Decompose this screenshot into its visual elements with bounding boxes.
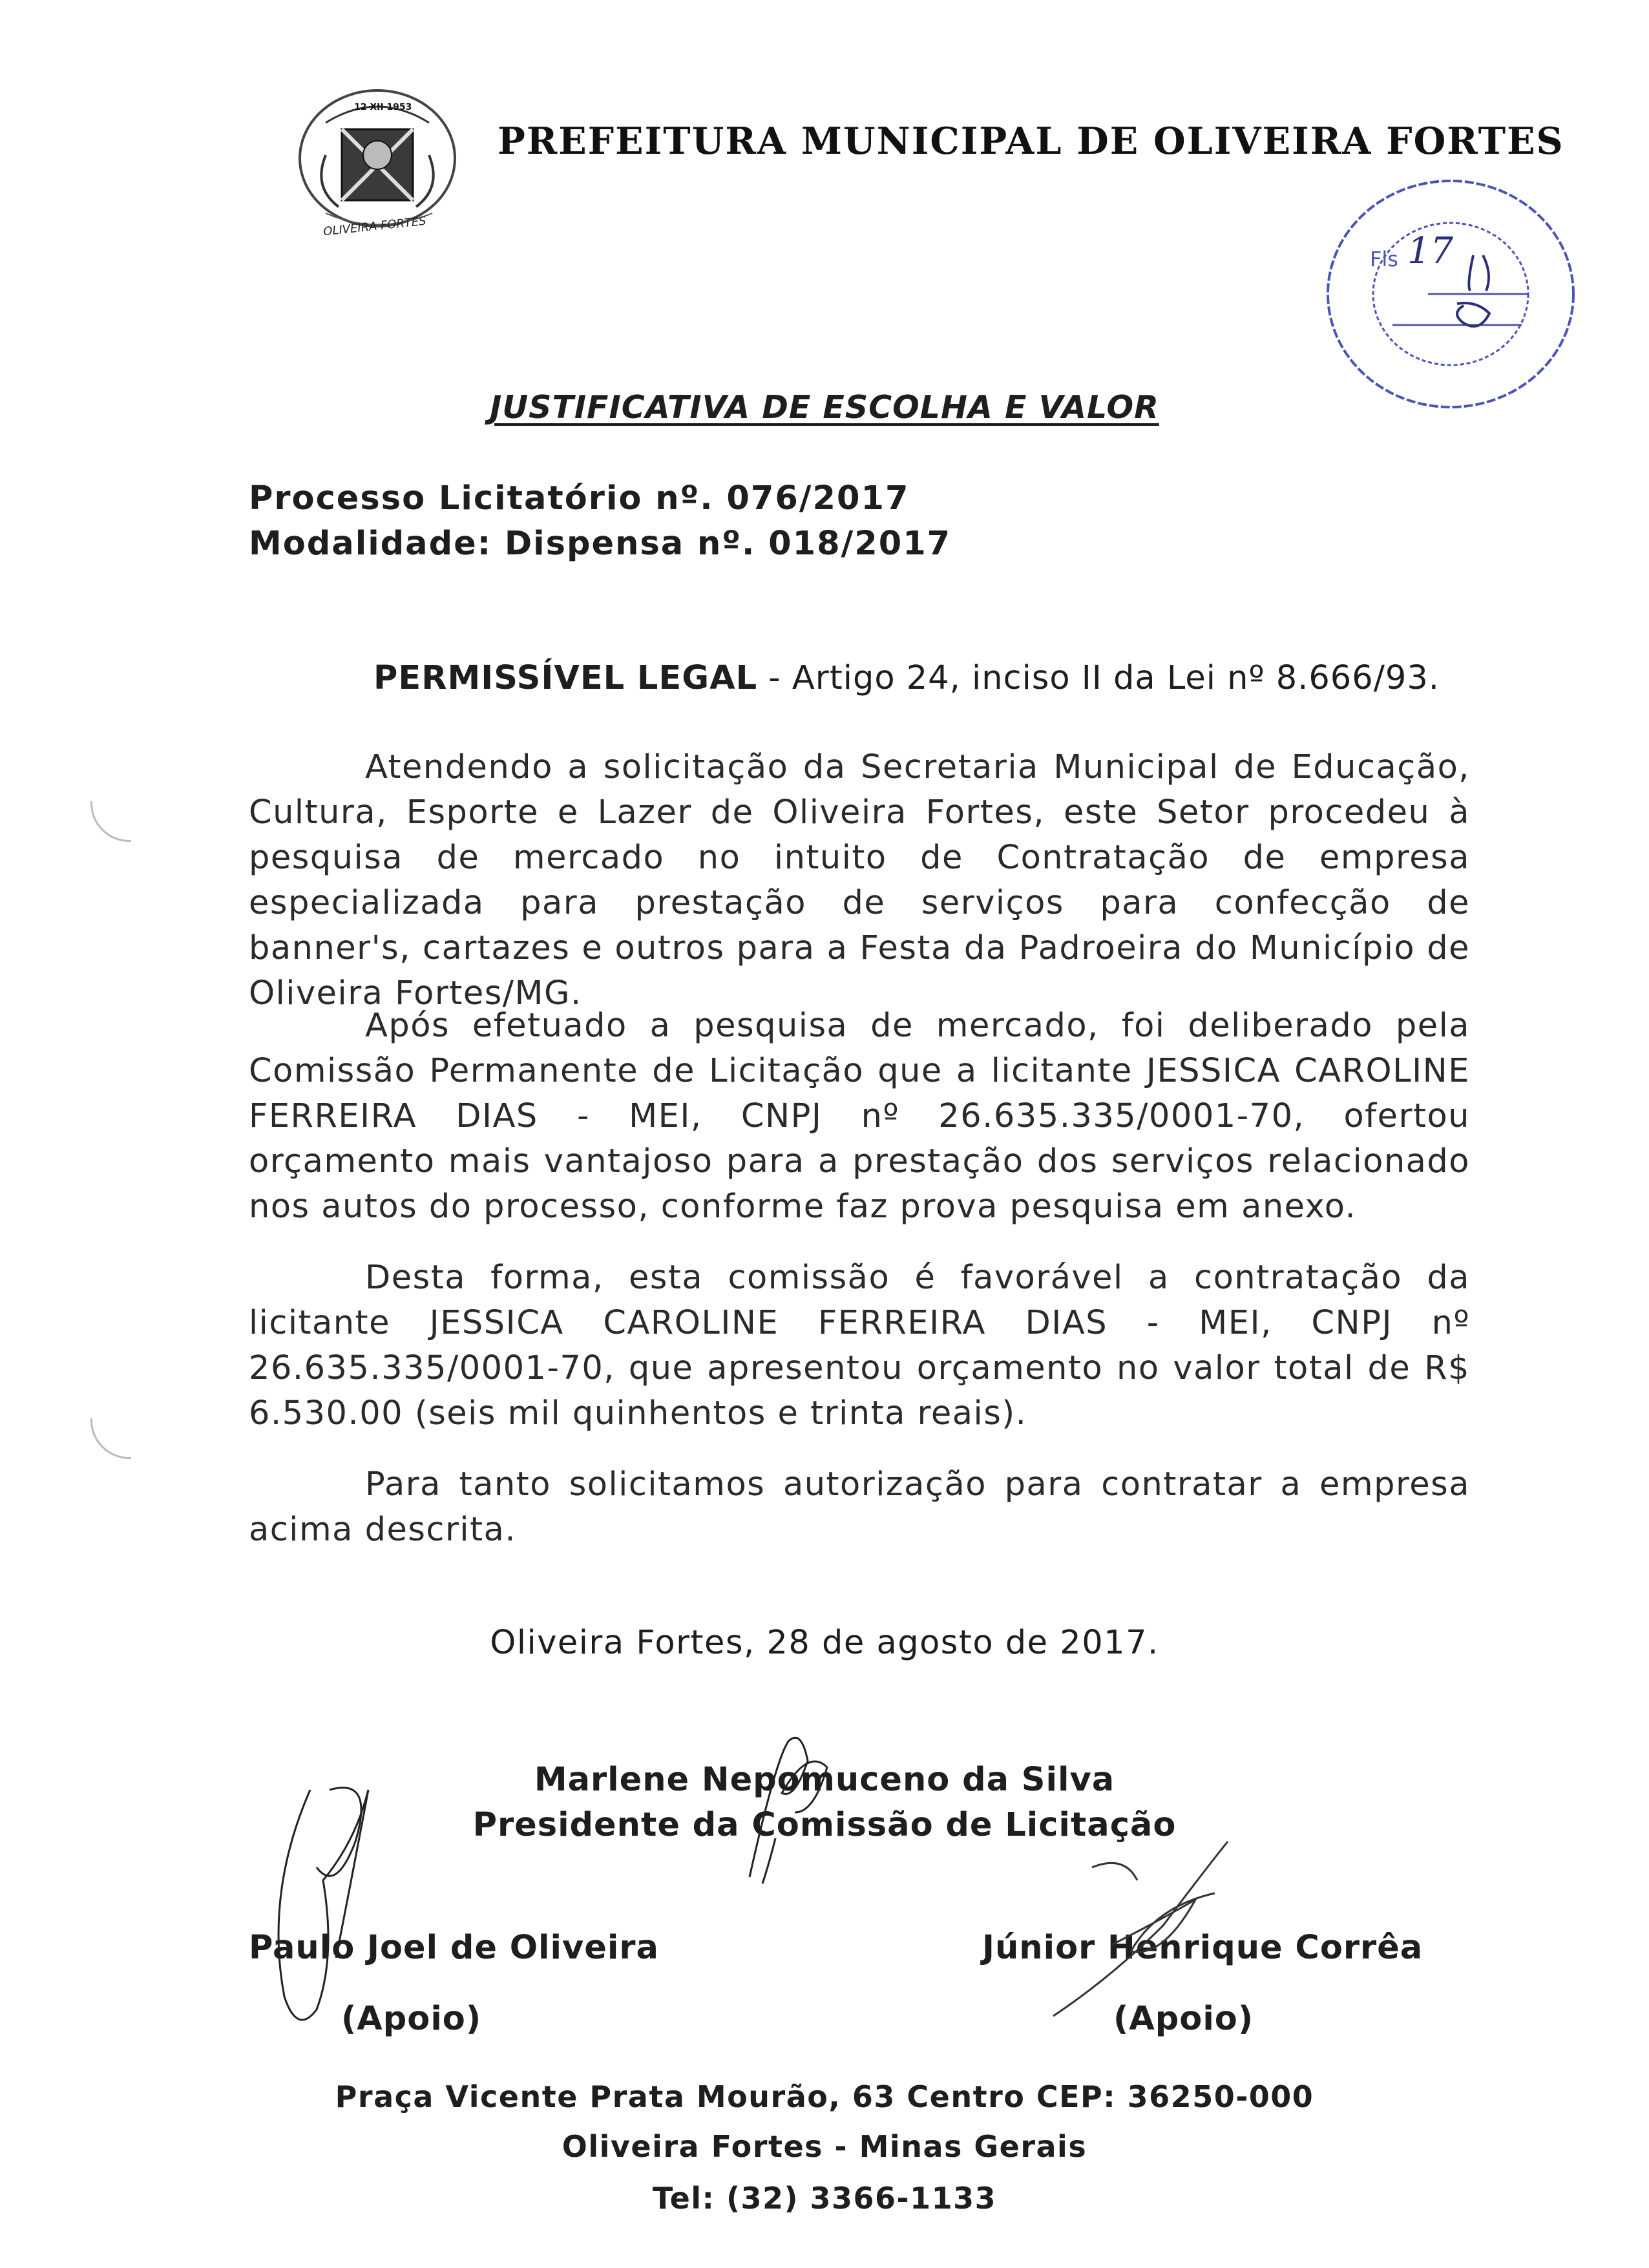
punch-hole-mark <box>90 1418 131 1459</box>
document-date: Oliveira Fortes, 28 de agosto de 2017. <box>490 1624 1159 1662</box>
body-paragraph: Atendendo a solicitação da Secretaria Municipal de Educação, Cultura, Esporte e Lazer de Oliveira Fortes, este Setor procedeu à pesquisa de mercado no intuito de Contratação de empresa especializada para prestação de serviços para confecção de banner's, cartazes e outros para a Festa da Padroeira do Município de Oliveira Fortes/MG. <box>249 748 1470 1013</box>
modality-number: Modalidade: Dispensa nº. 018/2017 <box>249 525 952 563</box>
president-name: Marlene Nepomuceno da Silva <box>534 1761 1115 1799</box>
process-number: Processo Licitatório nº. 076/2017 <box>249 479 910 518</box>
legal-basis <box>373 659 1440 697</box>
body-paragraph: Desta forma, esta comissão é favorável a contratação da licitante JESSICA CAROLINE FERREIRA DIAS - MEI, CNPJ nº 26.635.335/0001-70, que apresentou orçamento no valor total de R$ 6.530.00 (seis mil quinhentos e trinta reais). <box>249 1259 1470 1433</box>
signer-right-name: Júnior Henrique Corrêa <box>982 1929 1423 1967</box>
punch-hole-mark <box>90 801 131 842</box>
crest-city-text: OLIVEIRA FORTES <box>322 214 427 239</box>
document-title: JUSTIFICATIVA DE ESCOLHA E VALOR <box>490 389 1159 426</box>
crest-date-text: 12 XII 1953 <box>354 102 412 112</box>
stamp-fls-number: 17 <box>1407 230 1454 272</box>
legal-basis-text: - Artigo 24, inciso II da Lei nº 8.666/93. <box>757 659 1440 697</box>
footer-city: Oliveira Fortes - Minas Gerais <box>562 2129 1087 2164</box>
footer-phone: Tel: (32) 3366-1133 <box>652 2181 997 2216</box>
signer-right-signature <box>1034 1829 1266 2022</box>
signer-left-role: (Apoio) <box>341 2000 482 2038</box>
signer-right-role: (Apoio) <box>1113 2000 1254 2038</box>
header-title: PREFEITURA MUNICIPAL DE OLIVEIRA FORTES <box>498 120 1564 163</box>
signer-left-name: Paulo Joel de Oliveira <box>249 1929 659 1967</box>
footer-address: Praça Vicente Prata Mourão, 63 Centro CEP: 36250-000 <box>335 2079 1314 2114</box>
legal-basis-label: PERMISSÍVEL LEGAL <box>373 659 758 697</box>
body-paragraph: Após efetuado a pesquisa de mercado, foi deliberado pela Comissão Permanente de Licitação que a licitante JESSICA CAROLINE FERREIRA DIAS - MEI, CNPJ nº 26.635.335/0001-70, ofertou orçamento mais vantajoso para a prestação dos serviços relacionado nos autos do processo, conforme faz prova pesquisa em anexo. <box>249 1007 1470 1226</box>
president-role: Presidente da Comissão de Licitação <box>472 1806 1177 1844</box>
body-paragraph: Para tanto solicitamos autorização para contratar a empresa acima descrita. <box>249 1465 1470 1549</box>
stamp-fls-label: Fls <box>1370 247 1398 271</box>
